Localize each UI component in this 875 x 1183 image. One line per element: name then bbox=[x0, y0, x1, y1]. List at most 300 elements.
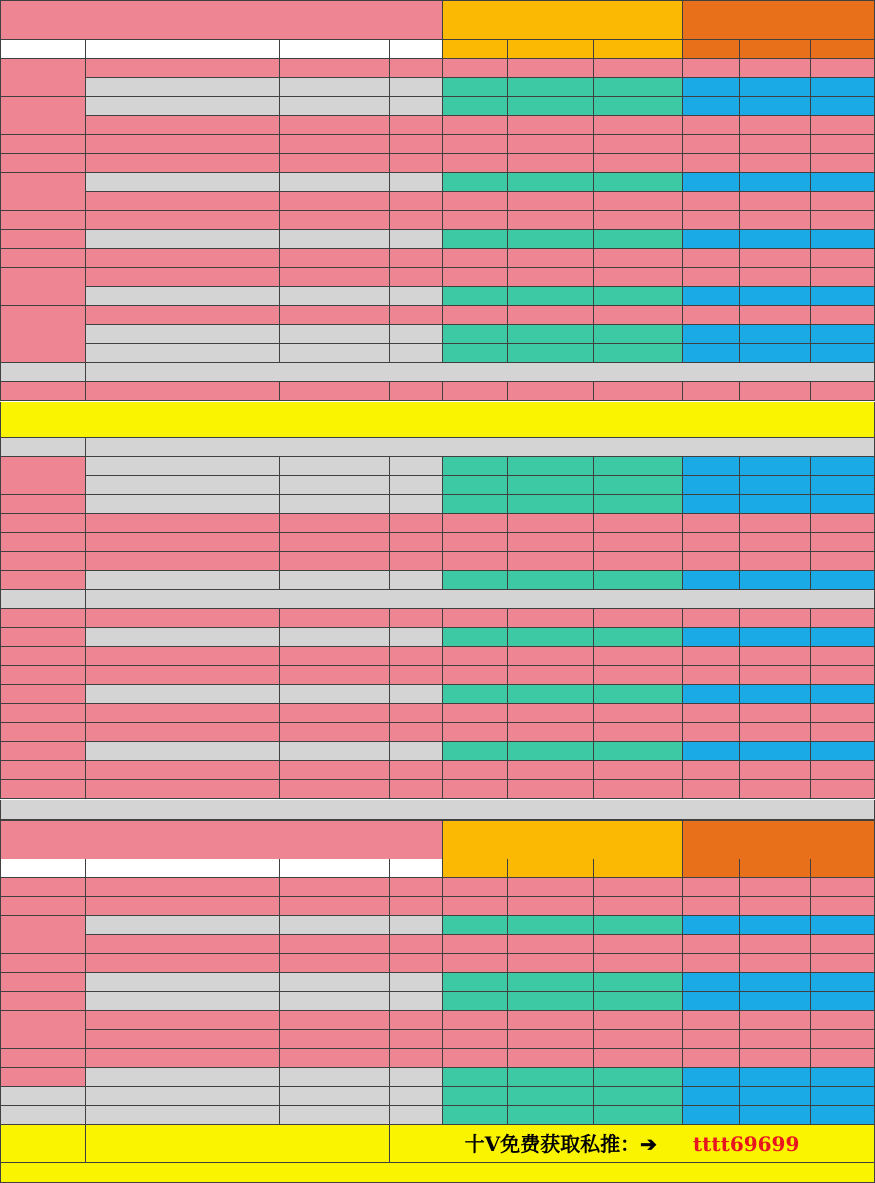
result-cell bbox=[390, 97, 443, 116]
sp-cell bbox=[280, 116, 390, 135]
date-cell bbox=[0, 666, 86, 685]
sp-cell bbox=[280, 78, 390, 97]
np-return-cell bbox=[740, 268, 811, 287]
date-cell bbox=[0, 1049, 86, 1068]
sp-cell bbox=[280, 780, 390, 799]
stake-cell bbox=[443, 897, 508, 916]
plan-cell bbox=[86, 192, 280, 211]
plan-cell bbox=[86, 173, 280, 192]
np-total-cell bbox=[811, 992, 875, 1011]
np-stake-cell bbox=[683, 973, 740, 992]
np-stake-cell bbox=[683, 325, 740, 344]
sheet-title bbox=[0, 0, 443, 40]
net-total-cell bbox=[594, 514, 683, 533]
date-cell bbox=[0, 1011, 86, 1049]
return-cell bbox=[508, 742, 594, 761]
empty-cell bbox=[740, 1106, 811, 1125]
plan-cell bbox=[86, 59, 280, 78]
stake-cell bbox=[443, 761, 508, 780]
return-cell bbox=[508, 249, 594, 268]
np-return-cell bbox=[740, 306, 811, 325]
np-total-cell bbox=[811, 973, 875, 992]
sp-cell bbox=[280, 1049, 390, 1068]
plan-cell bbox=[86, 685, 280, 704]
return-cell bbox=[508, 878, 594, 897]
stake-cell bbox=[443, 230, 508, 249]
np-return-cell bbox=[740, 761, 811, 780]
np-stake-cell bbox=[683, 306, 740, 325]
stake-cell bbox=[443, 1011, 508, 1030]
return-cell bbox=[508, 704, 594, 723]
date-cell bbox=[0, 685, 86, 704]
col-header-np-stake bbox=[683, 40, 740, 59]
plan-cell bbox=[86, 761, 280, 780]
np-return-cell bbox=[740, 780, 811, 799]
result-cell bbox=[390, 476, 443, 495]
result-cell bbox=[390, 780, 443, 799]
np-return-cell bbox=[740, 992, 811, 1011]
plan-cell bbox=[86, 116, 280, 135]
net-total-cell bbox=[594, 192, 683, 211]
net-total-cell bbox=[594, 761, 683, 780]
plan-cell bbox=[86, 154, 280, 173]
empty-cell bbox=[811, 1087, 875, 1106]
net-total-cell bbox=[594, 666, 683, 685]
plan-cell bbox=[86, 1049, 280, 1068]
np-return-cell bbox=[740, 154, 811, 173]
empty-cell bbox=[280, 1106, 390, 1125]
return-cell bbox=[508, 897, 594, 916]
promo-banner bbox=[390, 1125, 875, 1163]
col-header-plan bbox=[86, 859, 280, 878]
sp-cell bbox=[280, 249, 390, 268]
net-total-cell bbox=[594, 382, 683, 401]
result-cell bbox=[390, 1030, 443, 1049]
np-return-cell bbox=[740, 685, 811, 704]
net-total-cell bbox=[594, 476, 683, 495]
np-stake-cell bbox=[683, 268, 740, 287]
np-total-cell bbox=[811, 723, 875, 742]
net-total-cell bbox=[594, 457, 683, 476]
plan-total-header bbox=[443, 820, 683, 860]
net-total-cell bbox=[594, 571, 683, 590]
sp-cell bbox=[280, 192, 390, 211]
np-total-cell bbox=[811, 154, 875, 173]
np-return-cell bbox=[740, 628, 811, 647]
result-cell bbox=[390, 647, 443, 666]
np-return-cell bbox=[740, 571, 811, 590]
sp-cell bbox=[280, 476, 390, 495]
net-total-cell bbox=[594, 897, 683, 916]
np-return-cell bbox=[740, 878, 811, 897]
net-total-cell bbox=[594, 1049, 683, 1068]
result-cell bbox=[390, 1011, 443, 1030]
np-total-cell bbox=[811, 666, 875, 685]
np-return-cell bbox=[740, 211, 811, 230]
np-stake-cell bbox=[683, 647, 740, 666]
return-cell bbox=[508, 287, 594, 306]
sp-cell bbox=[280, 325, 390, 344]
date-cell bbox=[0, 628, 86, 647]
plan-cell bbox=[86, 571, 280, 590]
footer-note bbox=[0, 1163, 875, 1183]
np-return-cell bbox=[740, 78, 811, 97]
date-cell bbox=[0, 457, 86, 495]
plan-cell bbox=[86, 344, 280, 363]
result-cell bbox=[390, 268, 443, 287]
date-cell bbox=[0, 571, 86, 590]
stake-cell bbox=[443, 135, 508, 154]
empty-cell bbox=[280, 1087, 390, 1106]
stake-cell bbox=[443, 533, 508, 552]
np-total-cell bbox=[811, 647, 875, 666]
result-cell bbox=[390, 59, 443, 78]
empty-cell bbox=[740, 1087, 811, 1106]
monthly-goal-banner bbox=[0, 402, 875, 438]
np-total-cell bbox=[811, 249, 875, 268]
col-header-net-total bbox=[594, 40, 683, 59]
np-stake-cell bbox=[683, 704, 740, 723]
stake-cell bbox=[443, 935, 508, 954]
np-stake-cell bbox=[683, 514, 740, 533]
date-cell bbox=[0, 916, 86, 954]
np-total-cell bbox=[811, 1068, 875, 1087]
result-cell bbox=[390, 192, 443, 211]
result-cell bbox=[390, 552, 443, 571]
sp-cell bbox=[280, 382, 390, 401]
np-total-cell bbox=[811, 344, 875, 363]
empty-cell bbox=[390, 1106, 443, 1125]
net-total-cell bbox=[594, 647, 683, 666]
plan-cell bbox=[86, 287, 280, 306]
stake-cell bbox=[443, 78, 508, 97]
sp-cell bbox=[280, 992, 390, 1011]
col-header-stake bbox=[443, 40, 508, 59]
stake-cell bbox=[443, 476, 508, 495]
np-total-cell bbox=[811, 192, 875, 211]
date-cell bbox=[0, 878, 86, 897]
np-stake-cell bbox=[683, 78, 740, 97]
date-cell bbox=[0, 647, 86, 666]
sp-cell bbox=[280, 628, 390, 647]
stake-cell bbox=[443, 723, 508, 742]
rest-day-note bbox=[86, 363, 875, 382]
stake-cell bbox=[443, 916, 508, 935]
date-cell bbox=[0, 495, 86, 514]
date-cell bbox=[0, 173, 86, 211]
col-header-np-stake bbox=[683, 859, 740, 878]
plan-cell bbox=[86, 897, 280, 916]
rest-day-note bbox=[86, 590, 875, 609]
date-cell bbox=[0, 514, 86, 533]
plan-cell bbox=[86, 306, 280, 325]
plan-cell bbox=[86, 742, 280, 761]
plan-cell bbox=[86, 476, 280, 495]
sp-cell bbox=[280, 495, 390, 514]
sp-cell bbox=[280, 135, 390, 154]
return-cell bbox=[508, 916, 594, 935]
plan-cell bbox=[86, 628, 280, 647]
date-cell bbox=[0, 59, 86, 97]
net-total-cell bbox=[594, 1068, 683, 1087]
stake-cell bbox=[443, 59, 508, 78]
sp-cell bbox=[280, 878, 390, 897]
empty-cell bbox=[86, 1087, 280, 1106]
net-total-cell bbox=[594, 878, 683, 897]
np-return-cell bbox=[740, 97, 811, 116]
np-stake-cell bbox=[683, 1049, 740, 1068]
col-header-return bbox=[508, 40, 594, 59]
np-stake-cell bbox=[683, 628, 740, 647]
np-return-cell bbox=[740, 325, 811, 344]
result-cell bbox=[390, 306, 443, 325]
return-cell bbox=[508, 495, 594, 514]
result-cell bbox=[390, 935, 443, 954]
date-cell bbox=[0, 306, 86, 363]
np-stake-cell bbox=[683, 1068, 740, 1087]
return-cell bbox=[508, 666, 594, 685]
np-return-cell bbox=[740, 457, 811, 476]
result-cell bbox=[390, 116, 443, 135]
np-return-cell bbox=[740, 954, 811, 973]
np-return-cell bbox=[740, 916, 811, 935]
return-cell bbox=[508, 476, 594, 495]
plan-cell bbox=[86, 935, 280, 954]
no-plan-header bbox=[683, 820, 875, 860]
np-total-cell bbox=[811, 552, 875, 571]
result-cell bbox=[390, 609, 443, 628]
result-cell bbox=[390, 704, 443, 723]
np-return-cell bbox=[740, 173, 811, 192]
result-cell bbox=[390, 533, 443, 552]
np-stake-cell bbox=[683, 476, 740, 495]
np-stake-cell bbox=[683, 211, 740, 230]
np-total-cell bbox=[811, 382, 875, 401]
net-total-cell bbox=[594, 59, 683, 78]
np-total-cell bbox=[811, 628, 875, 647]
result-cell bbox=[390, 761, 443, 780]
np-stake-cell bbox=[683, 935, 740, 954]
np-total-cell bbox=[811, 609, 875, 628]
np-stake-cell bbox=[683, 723, 740, 742]
return-cell bbox=[508, 135, 594, 154]
stake-cell bbox=[443, 325, 508, 344]
np-total-cell bbox=[811, 916, 875, 935]
result-cell bbox=[390, 457, 443, 476]
net-total-cell bbox=[594, 685, 683, 704]
np-stake-cell bbox=[683, 59, 740, 78]
stake-cell bbox=[443, 382, 508, 401]
plan-cell bbox=[86, 97, 280, 116]
np-total-cell bbox=[811, 97, 875, 116]
np-return-cell bbox=[740, 552, 811, 571]
plan-cell bbox=[86, 457, 280, 476]
date-cell bbox=[0, 1125, 86, 1163]
sp-cell bbox=[280, 533, 390, 552]
np-stake-cell bbox=[683, 780, 740, 799]
np-total-cell bbox=[811, 306, 875, 325]
np-return-cell bbox=[740, 230, 811, 249]
net-total-cell bbox=[594, 916, 683, 935]
sp-cell bbox=[280, 344, 390, 363]
sp-cell bbox=[280, 723, 390, 742]
net-total-cell bbox=[594, 1030, 683, 1049]
return-cell bbox=[508, 1011, 594, 1030]
return-cell bbox=[508, 97, 594, 116]
return-cell bbox=[508, 1068, 594, 1087]
sp-cell bbox=[280, 514, 390, 533]
np-return-cell bbox=[740, 647, 811, 666]
np-stake-cell bbox=[683, 457, 740, 476]
np-total-cell bbox=[811, 230, 875, 249]
np-stake-cell bbox=[683, 571, 740, 590]
np-stake-cell bbox=[683, 249, 740, 268]
date-cell bbox=[0, 992, 86, 1011]
sp-cell bbox=[280, 268, 390, 287]
np-stake-cell bbox=[683, 1030, 740, 1049]
empty-cell bbox=[683, 1087, 740, 1106]
date-cell bbox=[0, 1068, 86, 1087]
np-return-cell bbox=[740, 59, 811, 78]
np-total-cell bbox=[811, 287, 875, 306]
date-cell bbox=[0, 723, 86, 742]
stake-cell bbox=[443, 992, 508, 1011]
result-cell bbox=[390, 230, 443, 249]
np-stake-cell bbox=[683, 116, 740, 135]
return-cell bbox=[508, 723, 594, 742]
sp-cell bbox=[280, 973, 390, 992]
result-cell bbox=[390, 154, 443, 173]
sp-cell bbox=[280, 897, 390, 916]
plan-cell bbox=[86, 992, 280, 1011]
np-total-cell bbox=[811, 135, 875, 154]
np-return-cell bbox=[740, 1011, 811, 1030]
col-header-sp bbox=[280, 40, 390, 59]
return-cell bbox=[508, 935, 594, 954]
plan-cell bbox=[86, 1011, 280, 1030]
stake-cell bbox=[443, 268, 508, 287]
np-stake-cell bbox=[683, 344, 740, 363]
col-header-date bbox=[0, 40, 86, 59]
net-total-cell bbox=[594, 135, 683, 154]
return-cell bbox=[508, 609, 594, 628]
np-total-cell bbox=[811, 268, 875, 287]
net-total-cell bbox=[594, 211, 683, 230]
empty-cell bbox=[594, 1087, 683, 1106]
stake-cell bbox=[443, 609, 508, 628]
sp-cell bbox=[280, 1011, 390, 1030]
result-cell bbox=[390, 325, 443, 344]
result-cell bbox=[390, 514, 443, 533]
no-plan-header bbox=[683, 0, 875, 40]
empty-cell bbox=[811, 1106, 875, 1125]
np-stake-cell bbox=[683, 1011, 740, 1030]
stake-cell bbox=[443, 211, 508, 230]
empty-cell bbox=[594, 1106, 683, 1125]
monthly-summary bbox=[0, 800, 875, 820]
date-cell bbox=[0, 780, 86, 799]
plan-total-header bbox=[443, 0, 683, 40]
sp-cell bbox=[280, 1068, 390, 1087]
date-cell bbox=[0, 761, 86, 780]
plan-cell bbox=[86, 268, 280, 287]
np-return-cell bbox=[740, 249, 811, 268]
return-cell bbox=[508, 571, 594, 590]
np-stake-cell bbox=[683, 954, 740, 973]
return-cell bbox=[508, 306, 594, 325]
date-cell bbox=[0, 742, 86, 761]
plan-cell bbox=[86, 666, 280, 685]
result-cell bbox=[390, 897, 443, 916]
net-total-cell bbox=[594, 935, 683, 954]
net-total-cell bbox=[594, 97, 683, 116]
return-cell bbox=[508, 78, 594, 97]
date-cell bbox=[0, 97, 86, 135]
np-return-cell bbox=[740, 344, 811, 363]
sp-cell bbox=[280, 742, 390, 761]
sp-cell bbox=[280, 935, 390, 954]
np-return-cell bbox=[740, 476, 811, 495]
np-stake-cell bbox=[683, 287, 740, 306]
sp-cell bbox=[280, 647, 390, 666]
return-cell bbox=[508, 59, 594, 78]
promo-contact-id: tttt69699 bbox=[692, 1131, 800, 1156]
date-cell bbox=[0, 590, 86, 609]
np-stake-cell bbox=[683, 495, 740, 514]
stake-cell bbox=[443, 154, 508, 173]
stake-cell bbox=[443, 287, 508, 306]
return-cell bbox=[508, 230, 594, 249]
stake-cell bbox=[443, 1049, 508, 1068]
np-return-cell bbox=[740, 287, 811, 306]
date-cell bbox=[0, 438, 86, 457]
plan-cell bbox=[86, 780, 280, 799]
date-cell bbox=[0, 363, 86, 382]
result-cell bbox=[390, 685, 443, 704]
np-total-cell bbox=[811, 897, 875, 916]
np-total-cell bbox=[811, 59, 875, 78]
sp-cell bbox=[280, 666, 390, 685]
stake-cell bbox=[443, 514, 508, 533]
np-total-cell bbox=[811, 78, 875, 97]
stake-cell bbox=[443, 780, 508, 799]
date-cell bbox=[0, 154, 86, 173]
plan-cell bbox=[86, 382, 280, 401]
col-header-result bbox=[390, 859, 443, 878]
plan-cell bbox=[86, 1030, 280, 1049]
return-cell bbox=[508, 647, 594, 666]
net-total-cell bbox=[594, 973, 683, 992]
return-cell bbox=[508, 1030, 594, 1049]
plan-cell bbox=[86, 230, 280, 249]
date-cell bbox=[0, 954, 86, 973]
col-header-np-total bbox=[811, 859, 875, 878]
stake-cell bbox=[443, 685, 508, 704]
return-cell bbox=[508, 192, 594, 211]
empty-cell bbox=[683, 1106, 740, 1125]
sp-cell bbox=[280, 230, 390, 249]
sp-cell bbox=[280, 211, 390, 230]
np-return-cell bbox=[740, 742, 811, 761]
result-cell bbox=[390, 1068, 443, 1087]
col-header-np-total bbox=[811, 40, 875, 59]
net-total-cell bbox=[594, 306, 683, 325]
np-total-cell bbox=[811, 571, 875, 590]
stake-cell bbox=[443, 704, 508, 723]
return-cell bbox=[508, 780, 594, 799]
date-cell bbox=[0, 268, 86, 306]
net-total-cell bbox=[594, 325, 683, 344]
